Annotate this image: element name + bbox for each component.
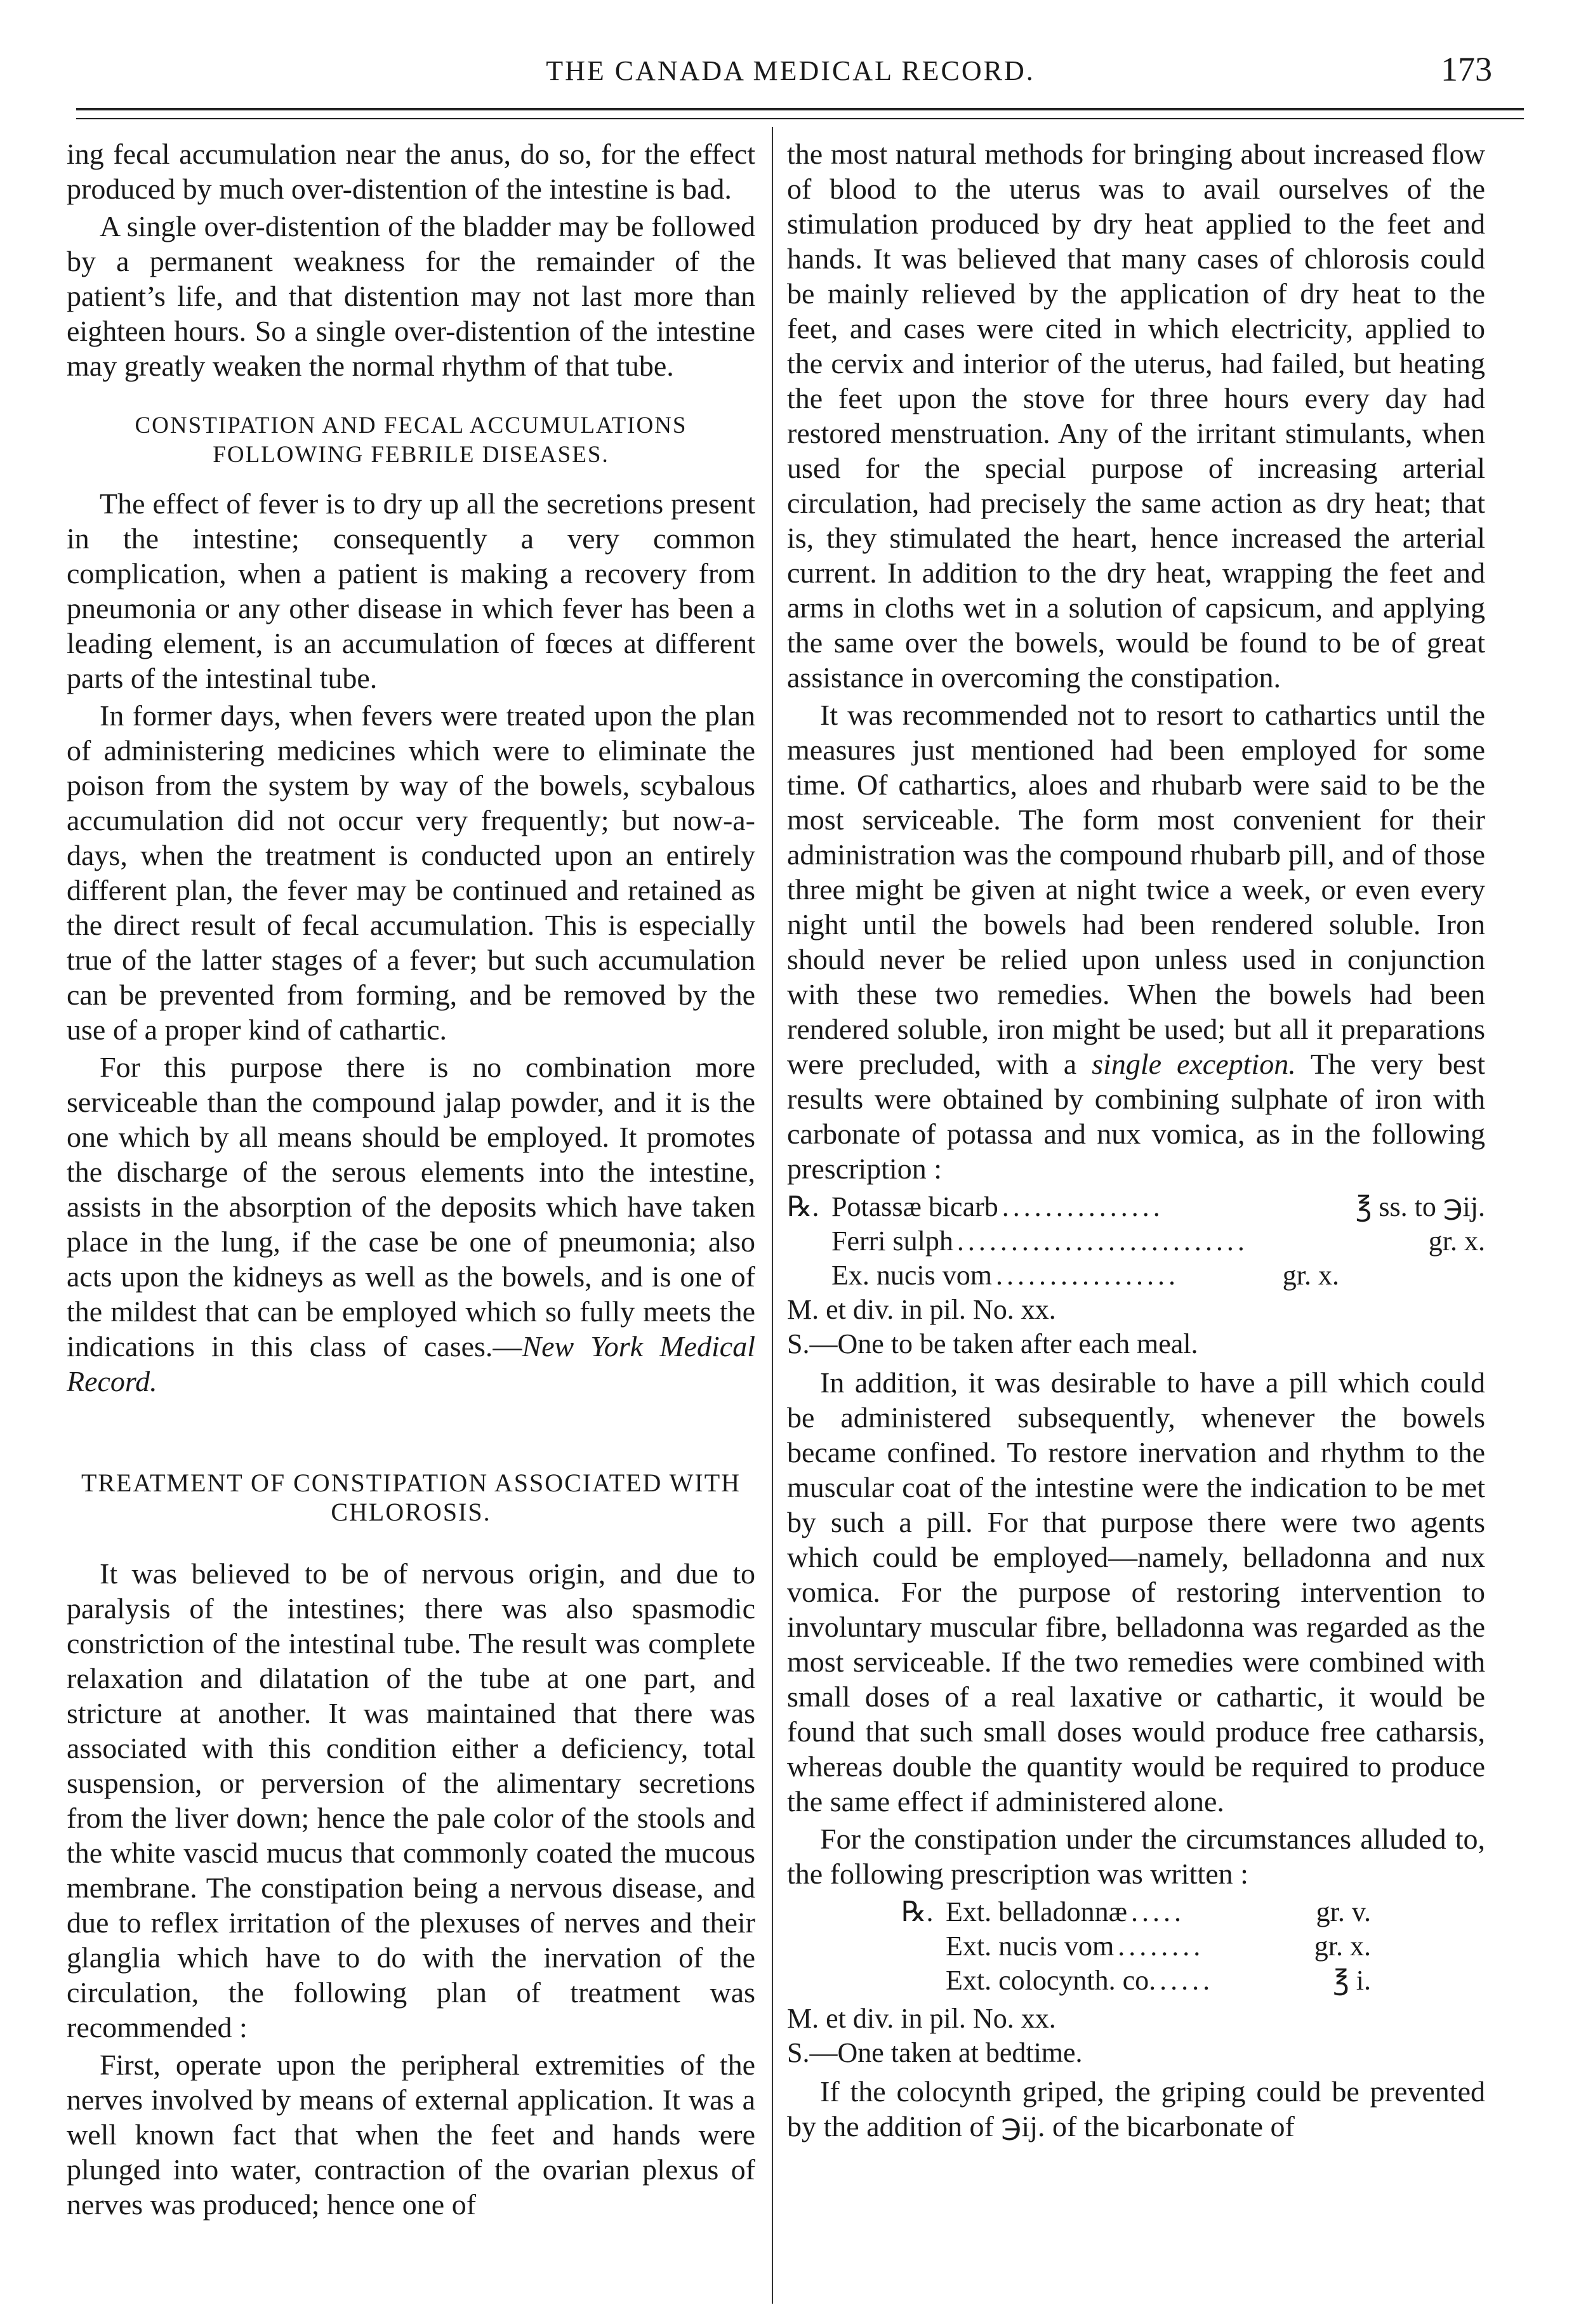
journal-title: THE CANADA MEDICAL RECORD. [546, 55, 1035, 86]
emphasis: single exception. [1092, 1048, 1296, 1080]
prescription-2 [787, 1895, 1485, 1998]
leader-dots: ................. [995, 1260, 1179, 1291]
ingredient: Ext. belladonnæ [946, 1896, 1127, 1927]
source-citation: New York Medical Record. [67, 1330, 756, 1397]
paragraph: First, operate upon the peripheral extremities of the nerves involved by means of external application. It was a well known fact that when the feet and hands were plunged into water, contraction of the ovarian plexus of nerves was produced; hence one of [67, 2049, 755, 2221]
ingredient: Ext. colocynth. co. [946, 1965, 1156, 1996]
leader-dots: ........ [1118, 1931, 1205, 1962]
prescription-line [787, 1190, 1485, 1224]
leader-dots: ............... [1002, 1191, 1164, 1222]
dose: ℥ ss. to ℈ij. [1355, 1191, 1485, 1222]
ingredient: Ex. nucis vom [831, 1260, 992, 1291]
recipe-symbol: ℞. [901, 1896, 934, 1927]
header-rule-thin [76, 118, 1524, 119]
header-rule-thick [76, 108, 1524, 110]
prescription-instruction: M. et div. in pil. No. xx. [787, 1294, 1056, 1325]
paragraph: A single over-distention of the bladder may be followed by a permanent weakness for the remainder of the patient’s life, and that distention may not last more than eighteen hours. So a single over-distention of the intestine may greatly weaken the normal rhythm of that tube. [67, 210, 755, 382]
dose: gr. x. [1282, 1260, 1339, 1291]
prescription-instruction: M. et div. in pil. No. xx. [787, 2003, 1056, 2034]
paragraph: The effect of fever is to dry up all the secretions present in the intestine; consequently a very common complication, when a patient is making a recovery from pneumonia or any other disease in which fever has been a leading element, is an accumulation of fœces at different parts of the intestinal tube. [67, 487, 755, 694]
leader-dots: ..... [1160, 1965, 1214, 1996]
dose: gr. x. [1428, 1225, 1485, 1257]
prescription-instruction: S.—One to be taken after each meal. [787, 1328, 1198, 1359]
paragraph: In addition, it was desirable to have a pill which could be administered subsequently, whenever the bowels became confined. To restore inervation and rhythm to the muscular coat of the intestine were the indication to be met by such a pill. For that purpose there were two agents which could be employed—namely, belladonna and nux vomica. For the purpose of restoring intervention to involuntary muscular fibre, belladonna was regarded as the most serviceable. If the two remedies were combined with small doses of a real laxative or cathartic, it would be found that such small doses would produce free catharsis, whereas double the quantity would be required to produce the same effect if administered alone. [787, 1366, 1485, 1818]
prescription-line [901, 1895, 1371, 1929]
paragraph: If the colocynth griped, the griping could be prevented by the addition of ℈ij. of the bicarbonate of [787, 2075, 1485, 2142]
dose: ℥ i. [1333, 1965, 1371, 1996]
prescription-line [901, 1964, 1371, 1998]
ingredient: Ext. nucis vom [946, 1931, 1115, 1962]
prescription-line [787, 1258, 1485, 1293]
paragraph-text: It was recommended not to resort to cathartics until the measures just mentioned had been employed for some time. Of cathartics, aloes and rhubarb were said to be the most serviceable. The form most convenient for their administration was the compound rhubarb pill, and of those three might be given at night twice a week, or even every night until the bowels had been rendered soluble. Iron should never be relied upon unless used in conjunction with these two remedies. When the bowels had been rendered soluble, iron might be used; but all it preparations were precluded, with a [787, 699, 1485, 1080]
prescription-instruction: S.—One taken at bedtime. [787, 2037, 1083, 2068]
ingredient: Ferri sulph [831, 1225, 953, 1257]
paragraph [787, 697, 1485, 1186]
paragraph-text: The very best results were obtained by combining sulphate of iron with carbonate of potassa and nux vomica, as in the following prescription : [787, 1048, 1486, 1185]
left-column [67, 136, 755, 2222]
page-number: 173 [1441, 50, 1492, 88]
right-column [787, 136, 1485, 2144]
dose: gr. v. [1316, 1896, 1371, 1927]
paragraph: It was believed to be of nervous origin, and due to paralysis of the intestines; there was also spasmodic constriction of the intestinal tube. The result was complete relaxation and dilatation of the tube at one part, and stricture at another. It was maintained that there was associated with this condition either a deficiency, total suspension, or perversion of the alimentary secretions from the liver down; hence the pale color of the stools and the white vascid mucus that commonly coated the mucous membrane. The constipation being a nervous disease, and due to reflex irritation of the plexuses of nerves and their glanglia which have to do with the inervation of the circulation, the following plan of treatment was recommended : [67, 1557, 755, 2043]
prescription-2-directions [787, 2002, 1485, 2070]
recipe-symbol: ℞. [787, 1191, 819, 1222]
paragraph [67, 1050, 755, 1399]
prescription-line [787, 1224, 1485, 1258]
dose: gr. x. [1314, 1931, 1371, 1962]
leader-dots: ..... [1130, 1896, 1185, 1927]
prescription-1 [787, 1190, 1485, 1361]
section-heading: CONSTIPATION AND FECAL ACCUMULATIONS FOLLOWING FEBRILE DISEASES. [135, 413, 687, 468]
paragraph-text: For this purpose there is no combination more serviceable than the compound jalap powder, and it is the one which by all means should be employed. It promotes the discharge of the serous elements into the intestine, assists in the absorption of the deposits which have taken place in the lung, if the case be one of pneumonia; also acts upon the kidneys as well as the bowels, and is one of the mildest that can be employed which so fully meets the indications in this class of cases.— [67, 1051, 755, 1363]
section-heading: TREATMENT OF CONSTIPATION ASSOCIATED WITH CHLOROSIS. [81, 1469, 741, 1526]
paragraph: ing fecal accumulation near the anus, do so, for the effect produced by much over-distention of the intestine is bad. [67, 138, 755, 205]
ingredient: Potassæ bicarb [831, 1191, 998, 1222]
leader-dots: ........................... [956, 1225, 1248, 1257]
column-divider [772, 127, 773, 2304]
paragraph: In former days, when fevers were treated upon the plan of administering medicines which were to eliminate the poison from the system by way of the bowels, scybalous accumulation did not occur very frequently; but now-a-days, when the treatment is conducted upon an entirely different plan, the fever may be continued and retained as the direct result of fecal accumulation. This is especially true of the latter stages of a fever; but such accumulation can be prevented from forming, and be removed by the use of a proper kind of cathartic. [67, 699, 755, 1046]
paragraph: the most natural methods for bringing about increased flow of blood to the uterus was to avail ourselves of the stimulation produced by dry heat applied to the feet and hands. It was believed that many cases of chlorosis could be mainly relieved by the application of dry heat to the feet, and cases were cited in which electricity, applied to the cervix and interior of the uterus, had failed, but heating the feet upon the stove for three hours every day had restored menstruation. Any of the irritant stimulants, when used for the special purpose of increasing arterial circulation, had precisely the same action as dry heat; that is, they stimulated the heart, hence increased the arterial current. In addition to the dry heat, wrapping the feet and arms in cloths wet in a solution of capsicum, and applying the same over the bowels, would be found to be of great assistance in overcoming the constipation. [787, 138, 1485, 694]
paragraph: For the constipation under the circumstances alluded to, the following prescription was written : [787, 1823, 1485, 1890]
prescription-line [901, 1929, 1371, 1964]
running-head [70, 50, 1511, 88]
